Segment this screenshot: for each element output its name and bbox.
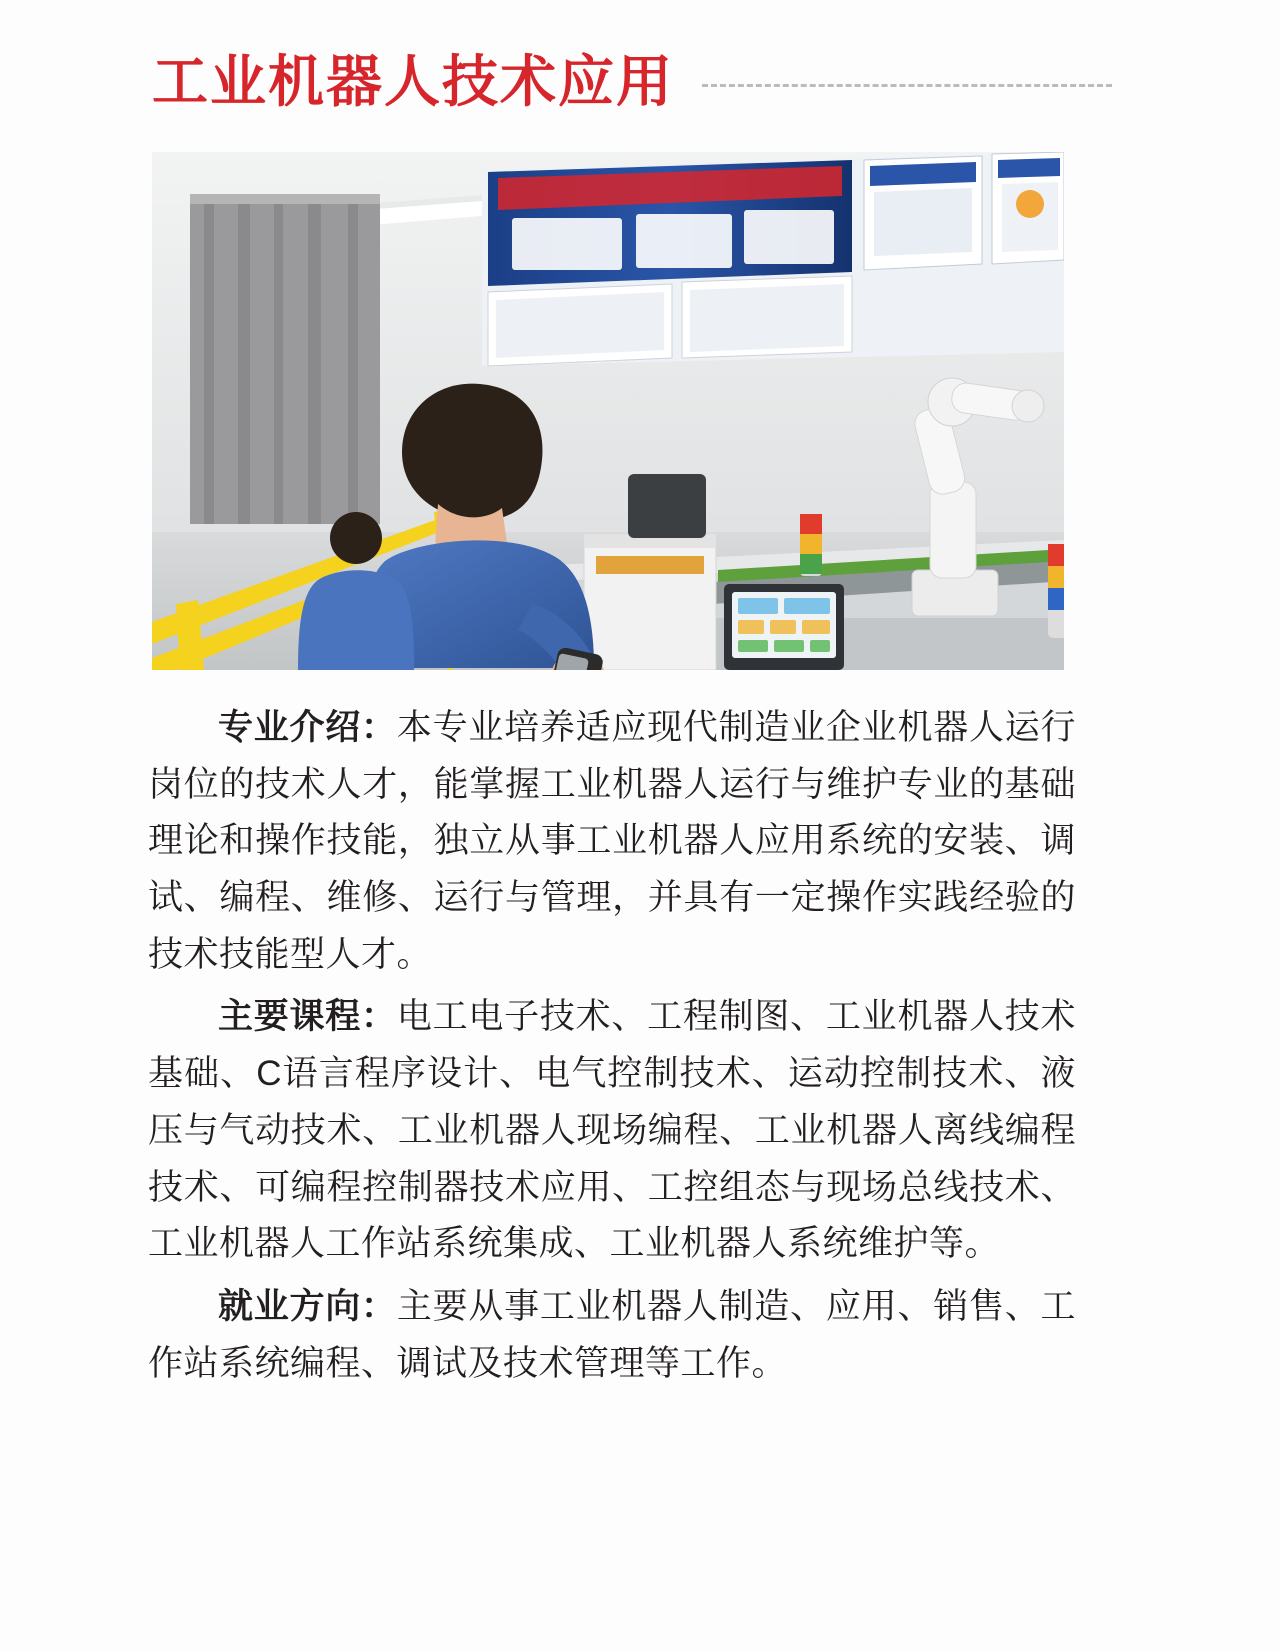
article-body (148, 700, 1076, 1398)
page-title-row (152, 42, 1112, 122)
curtain (190, 194, 380, 524)
page-title: 工业机器人技术应用 (152, 50, 674, 113)
feature-photo (152, 152, 1064, 670)
paragraph-main-courses (148, 989, 1076, 1272)
paragraph-employment (148, 1279, 1076, 1392)
paragraph-text-main-courses: 电工电子技术、工程制图、工业机器人技术基础、C语言程序设计、电气控制技术、运动控制技术、液压与气动技术、工业机器人现场编程、工业机器人离线编程技术、可编程控制器技术应用、工控组态与现场总线技术、工业机器人工作站系统集成、工业机器人系统维护等。 (148, 997, 1076, 1264)
paragraph-text-major-intro: 本专业培养适应现代制造业企业机器人运行岗位的技术人才，能掌握工业机器人运行与维护专业的基础理论和操作技能，独立从事工业机器人应用系统的安装、调试、编程、维修、运行与管理，并具有一定操作实践经验的技术技能型人才。 (148, 708, 1076, 974)
paragraph-major-intro (148, 700, 1076, 983)
hmi-panel (724, 584, 844, 670)
paragraph-text-employment: 主要从事工业机器人制造、应用、销售、工作站系统编程、调试及技术管理等工作。 (148, 1286, 1076, 1383)
paragraph-lead-main-courses: 主要课程： (218, 997, 397, 1037)
paragraph-lead-employment: 就业方向： (218, 1286, 397, 1326)
photo-illustration (152, 152, 1064, 670)
title-dashed-rule (702, 84, 1112, 87)
paragraph-lead-major-intro: 专业介绍： (218, 708, 397, 747)
wall-display-board (482, 152, 1064, 366)
signal-tower-right (1048, 544, 1064, 638)
signal-tower-left (800, 514, 822, 576)
